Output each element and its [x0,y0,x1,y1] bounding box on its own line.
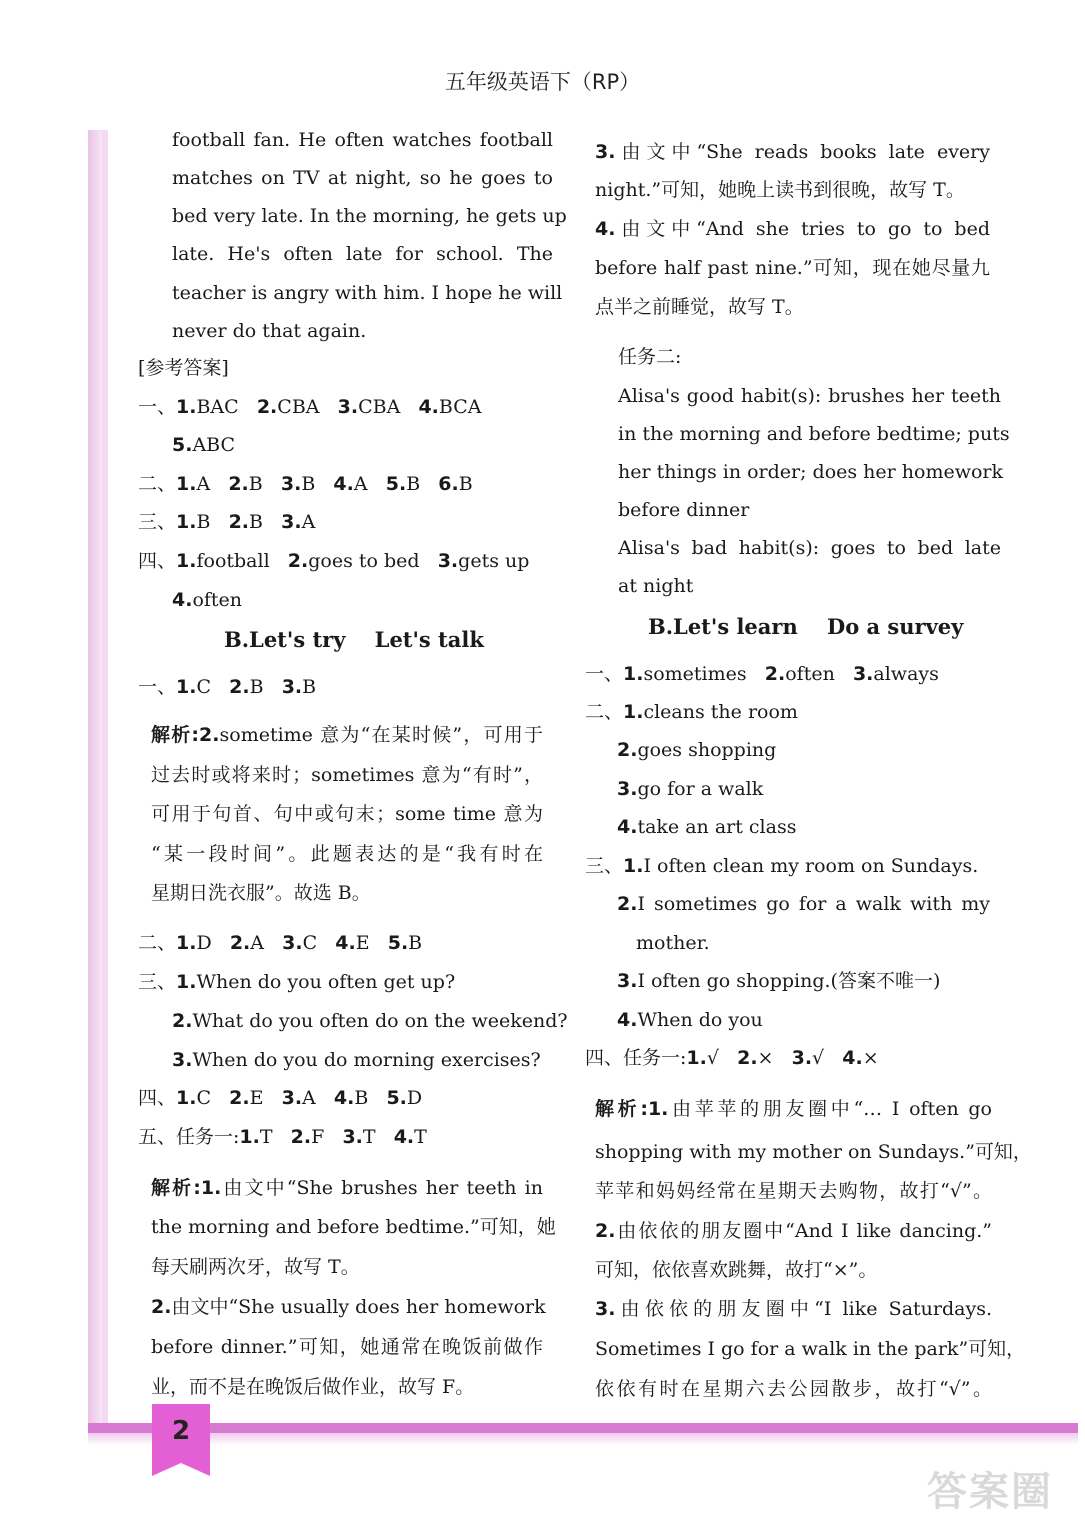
answer-value: goes to bed [308,550,420,572]
item-number: 3. [617,970,638,992]
answer-value: C [196,676,212,698]
answer-row [617,815,796,839]
section-number: 四、 [138,550,177,572]
analysis-line [595,217,990,241]
answer-value: always [873,663,939,685]
task-line: Alisa's good habit(s): brushes her teeth [618,385,1001,407]
answer-row [138,472,473,496]
answer-row [617,1008,763,1032]
item-number: 1. [200,1177,222,1199]
answer-value: × [862,1047,879,1069]
answer-row [617,738,776,762]
analysis-line: 每天刷两次牙，故写 T。 [151,1256,360,1278]
task-label: 任务二: [618,346,682,368]
item-number: 1. [623,855,644,877]
answer-row [617,777,763,801]
answer-value: D [196,932,212,954]
analysis-text: 由苹苹的朋友圈中“… I often go [668,1098,992,1120]
answer-value: √ [706,1047,719,1069]
analysis-line: Sometimes I go for a walk in the park”可知， [595,1338,1026,1360]
item-number: 3. [437,550,459,572]
answer-row [172,433,235,457]
page-header-title: 五年级英语下（RP） [444,70,641,94]
passage-line: matches on TV at night, so he goes to [172,167,553,189]
answer-value: When do you [637,1009,763,1031]
page-bottom-border [88,1423,1078,1433]
answer-value: F [311,1126,325,1148]
item-number: 1. [176,932,197,954]
heading-part: Let's talk [374,627,484,652]
task-line: at night [618,575,694,597]
item-number: 3. [281,1087,303,1109]
item-number: 5. [387,932,409,954]
answer-row [138,970,455,994]
analysis-text: 由依依的朋友圈中“And I like dancing.” [615,1220,992,1242]
item-number: 2. [229,1087,250,1109]
section-number: 三、 [585,855,624,877]
section-number: 五、任务一: [138,1126,240,1148]
item-number: 2. [151,1296,172,1318]
analysis-text: sometime 意为“在某时候”，可用于 [219,724,544,746]
item-number: 1. [176,971,197,993]
answer-value: B [302,676,317,698]
item-number: 4. [617,1009,638,1031]
item-number: 2. [764,663,786,685]
analysis-line: 星期日洗衣服”。故选 B。 [151,882,371,904]
page-number: 2 [171,1416,191,1446]
analysis-line: shopping with my mother on Sundays.”可知， [595,1141,1032,1163]
passage-line: football fan. He often watches football [172,129,553,151]
answer-value: BCA [438,396,482,418]
item-number: 2. [228,473,249,495]
item-number: 3. [852,663,874,685]
task-line: her things in order; does her homework [618,461,1004,483]
analysis-line [595,1297,992,1321]
analysis-text: 由文中“She brushes her teeth in [221,1177,543,1199]
item-number: 1. [176,550,197,572]
analysis-text: 由文中“She reads books late every [615,141,990,163]
section-number: 一、 [585,663,624,685]
item-number: 4. [333,1087,355,1109]
analysis-line: “某一段时间”。此题表达的是“我有时在 [151,843,543,865]
answer-row [138,931,422,955]
answer-row [138,510,315,534]
answer-row [138,1125,427,1149]
item-number: 2. [287,550,309,572]
answer-value: B [458,473,473,495]
analysis-line: 依依有时在星期六去公园散步，故打“√”。 [595,1378,992,1400]
passage-line: late. He's often late for school. The [172,243,553,265]
answer-value: B [196,511,211,533]
analysis-line: the morning and before bedtime.”可知，她 [151,1216,556,1238]
section-number: 二、 [585,701,624,723]
section-number: 二、 [138,473,177,495]
analysis-line [151,1295,546,1319]
analysis-line: 可知，依依喜欢跳舞，故打“×”。 [595,1259,878,1281]
task-line: in the morning and before bedtime; puts [618,423,1010,445]
passage-line: teacher is angry with him. I hope he will [172,282,563,304]
answer-value: ABC [192,434,236,456]
section-number: 四、任务一: [585,1047,687,1069]
item-number: 1. [176,1087,197,1109]
section-number: 三、 [138,511,177,533]
task-line: Alisa's bad habit(s): goes to bed late [618,537,1001,559]
item-number: 4. [595,218,616,240]
answer-row [617,969,940,993]
item-number: 1. [176,473,197,495]
answer-row [138,1086,422,1110]
section-number: 一、 [138,676,177,698]
item-number: 1. [686,1047,707,1069]
page-bottom-border-fade [88,1433,1078,1445]
item-number: 2. [617,893,638,915]
answer-value: go for a walk [637,778,764,800]
analysis-line: night.”可知，她晚上读书到很晚，故写 T。 [595,179,965,201]
answer-value: What do you often do on the weekend? [192,1010,568,1032]
answer-value: B [406,473,421,495]
answer-value: A [196,473,211,495]
analysis-label: 解析: [151,1177,201,1199]
answer-row [172,588,242,612]
item-number: 2. [229,676,250,698]
item-number: 3. [172,1049,193,1071]
heading-part: Do a survey [826,614,964,639]
item-number: 3. [337,396,359,418]
answer-value: C [302,932,318,954]
answer-value: B [249,676,264,698]
answer-value: T [414,1126,427,1148]
answer-row [138,675,316,699]
answer-row [138,549,529,573]
answer-row [585,662,939,686]
analysis-line: 业，而不是在晚饭后做作业，故写 F。 [151,1376,475,1398]
item-number: 4. [335,932,356,954]
analysis-line: before half past nine.”可知，现在她尽量九 [595,257,990,279]
answer-value: D [406,1087,423,1109]
answer-row [617,892,990,916]
section-number: 二、 [138,932,177,954]
answer-value: B [249,511,263,533]
item-number: 2. [737,1047,758,1069]
item-number: 4. [418,396,439,418]
item-number: 4. [617,816,638,838]
answer-value: B [248,473,263,495]
item-number: 4. [172,589,193,611]
answer-value: sometimes [643,663,747,685]
answer-row [172,1009,568,1033]
answer-row: mother. [636,932,710,954]
item-number: 2. [595,1220,616,1242]
analysis-text: 由文中“And she tries to go to bed [615,218,990,240]
item-number: 6. [438,473,459,495]
item-number: 5. [386,1087,407,1109]
item-number: 4. [393,1126,415,1148]
answer-value: I often go shopping.(答案不唯一) [637,970,941,992]
item-number: 3. [281,676,303,698]
item-number: 2. [199,724,220,746]
analysis-line: 过去时或将来时；sometimes 意为“有时”， [151,764,543,786]
item-number: 1. [623,701,644,723]
answer-value: A [302,1087,316,1109]
item-number: 3. [342,1126,363,1148]
answer-value: B [354,1087,369,1109]
page-left-border [88,130,102,1430]
answer-value: I sometimes go for a walk with my [637,893,990,915]
answer-row [172,1048,541,1072]
answer-value: often [785,663,835,685]
analysis-line [151,723,543,747]
item-number: 3. [280,473,302,495]
answer-value: T [259,1126,273,1148]
answer-value: football [196,550,270,572]
analysis-line [595,140,990,164]
answer-value: CBA [358,396,401,418]
section-heading [648,614,963,639]
answer-value: cleans the room [643,701,798,723]
analysis-line [151,1176,543,1200]
passage-line: never do that again. [172,320,367,342]
answer-value: take an art class [637,816,797,838]
answer-value: When do you do morning exercises? [192,1049,541,1071]
task-line: before dinner [618,499,750,521]
answer-value: E [355,932,370,954]
item-number: 2. [617,739,638,761]
item-number: 2. [228,511,250,533]
answer-value: A [301,511,316,533]
answer-value: A [250,932,265,954]
section-number: 四、 [138,1087,177,1109]
analysis-line: 点半之前睡觉，故写 T。 [595,296,804,318]
analysis-text: 由依依的朋友圈中“I like Saturdays. [615,1298,992,1320]
section-number: 三、 [138,971,177,993]
item-number: 1. [176,511,197,533]
analysis-line: 苹苹和妈妈经常在星期天去购物，故打“√”。 [595,1180,992,1202]
analysis-line: 可用于句首、句中或句末；some time 意为 [151,803,543,825]
passage-line: bed very late. In the morning, he gets up [172,205,567,227]
answer-row [585,854,978,878]
item-number: 3. [282,932,303,954]
item-number: 5. [385,473,407,495]
item-number: 4. [842,1047,863,1069]
section-number: 一、 [138,396,177,418]
page-left-border-inner [102,130,108,1430]
answer-row [585,1046,879,1070]
analysis-text: 由文中“She usually does her homework [171,1296,546,1318]
item-number: 1. [176,396,197,418]
answer-value: B [408,932,423,954]
item-number: 1. [239,1126,260,1148]
item-number: 1. [176,676,197,698]
answer-row [138,395,481,419]
item-number: 2. [229,932,251,954]
watermark-logo: 答案圈 [927,1469,1053,1515]
item-number: 5. [172,434,193,456]
item-number: 3. [617,778,638,800]
item-number: 3. [595,1298,616,1320]
answer-value: goes shopping [637,739,777,761]
answer-value: √ [812,1047,825,1069]
item-number: 1. [623,663,644,685]
answer-value: gets up [458,550,530,572]
answer-value: CBA [277,396,320,418]
item-number: 3. [281,511,302,533]
answer-row [585,700,798,724]
analysis-label: 解析: [595,1098,648,1120]
item-number: 2. [290,1126,312,1148]
answer-value: E [249,1087,264,1109]
analysis-line [595,1097,992,1121]
answer-value: × [757,1047,774,1069]
answer-value: B [301,473,316,495]
reference-answer-label: [参考答案] [138,357,229,379]
answer-value: I often clean my room on Sundays. [643,855,979,877]
heading-part: B.Let's try [224,627,346,652]
answer-value: C [196,1087,212,1109]
answer-value: BAC [196,396,239,418]
answer-value: A [353,473,368,495]
analysis-line: before dinner.”可知，她通常在晚饭前做作 [151,1336,543,1358]
item-number: 4. [333,473,354,495]
answer-value: T [362,1126,376,1148]
heading-part: B.Let's learn [648,614,798,639]
section-heading [224,627,484,652]
item-number: 3. [595,141,616,163]
analysis-label: 解析: [151,724,200,746]
item-number: 3. [791,1047,813,1069]
answer-value: When do you often get up? [196,971,456,993]
item-number: 1. [647,1098,669,1120]
analysis-line [595,1219,992,1243]
item-number: 2. [256,396,278,418]
item-number: 2. [172,1010,193,1032]
answer-value: often [192,589,243,611]
